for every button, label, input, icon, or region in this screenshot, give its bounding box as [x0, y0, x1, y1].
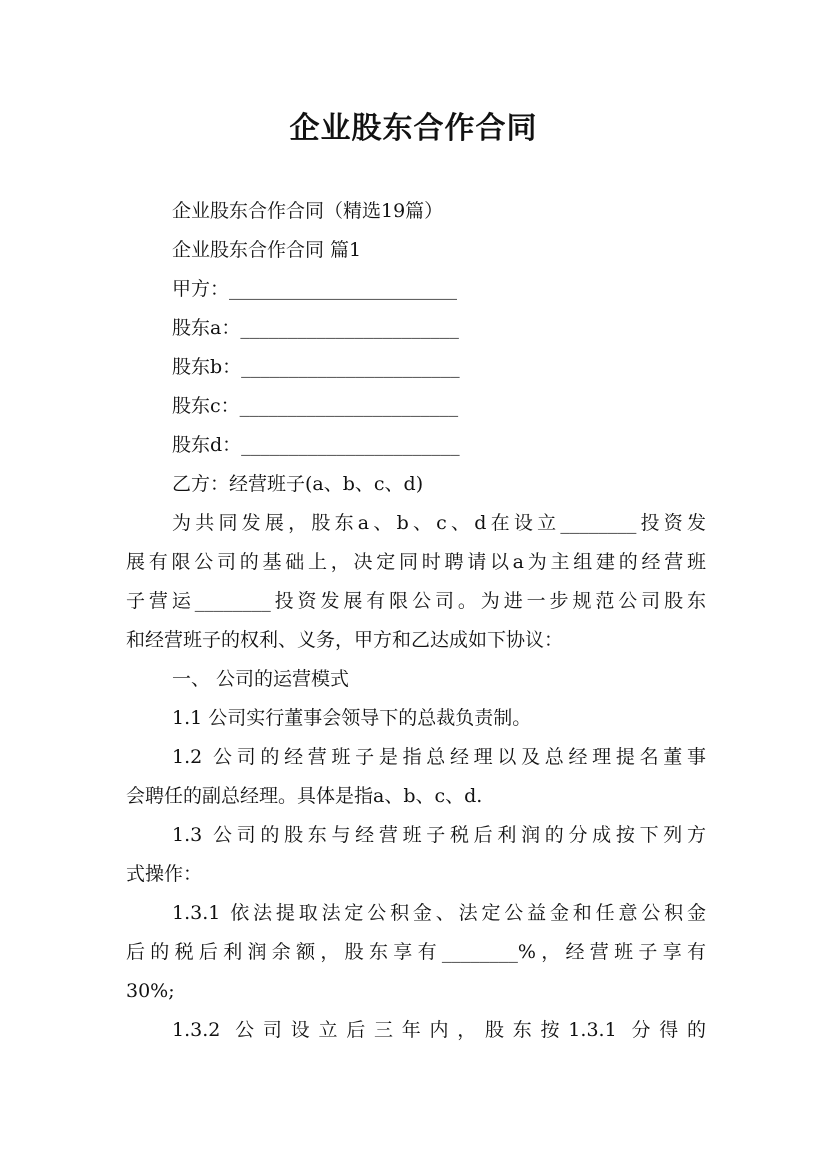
- shareholder-b-line: 股东b：_______________________: [172, 356, 460, 378]
- party-b-line: 乙方：经营班子(a、b、c、d): [172, 473, 424, 495]
- clause-line: 1.3.2 公司设立后三年内，股东按1.3.1 分得的: [172, 1019, 706, 1041]
- clause-heading: 一、 公司的运营模式: [172, 668, 350, 690]
- clause-line: 1.2 公司的经营班子是指总经理以及总经理提名董事: [172, 746, 706, 768]
- clause-line: 1.1 公司实行董事会领导下的总裁负责制。: [172, 707, 532, 729]
- paragraph-line: 为共同发展，股东a、b、c、d在设立________投资发: [172, 512, 706, 534]
- paragraph-line: 和经营班子的权利、义务，甲方和乙达成如下协议：: [126, 629, 564, 651]
- paragraph-line: 子营运________投资发展有限公司。为进一步规范公司股东: [126, 590, 706, 612]
- shareholder-c-line: 股东c：_______________________: [172, 395, 459, 417]
- paragraph-line: 展有限公司的基础上，决定同时聘请以a为主组建的经营班: [126, 551, 706, 573]
- document-title: 企业股东合作合同: [289, 111, 538, 146]
- shareholder-d-line: 股东d：_______________________: [172, 434, 460, 456]
- clause-line: 式操作：: [126, 863, 203, 885]
- party-a-line: 甲方：________________________: [172, 278, 458, 300]
- subtitle-line: 企业股东合作合同（精选19篇）: [172, 200, 444, 222]
- clause-line: 30%;: [126, 980, 175, 1002]
- clause-line: 后的税后利润余额，股东享有________%，经营班子享有: [126, 941, 706, 963]
- clause-line: 会聘任的副总经理。具体是指a、b、c、d.: [126, 785, 483, 807]
- clause-line: 1.3.1 依法提取法定公积金、法定公益金和任意公积金: [172, 902, 706, 924]
- section-heading: 企业股东合作合同 篇1: [172, 239, 362, 261]
- clause-line: 1.3 公司的股东与经营班子税后利润的分成按下列方: [172, 824, 706, 846]
- shareholder-a-line: 股东a：_______________________: [172, 317, 459, 339]
